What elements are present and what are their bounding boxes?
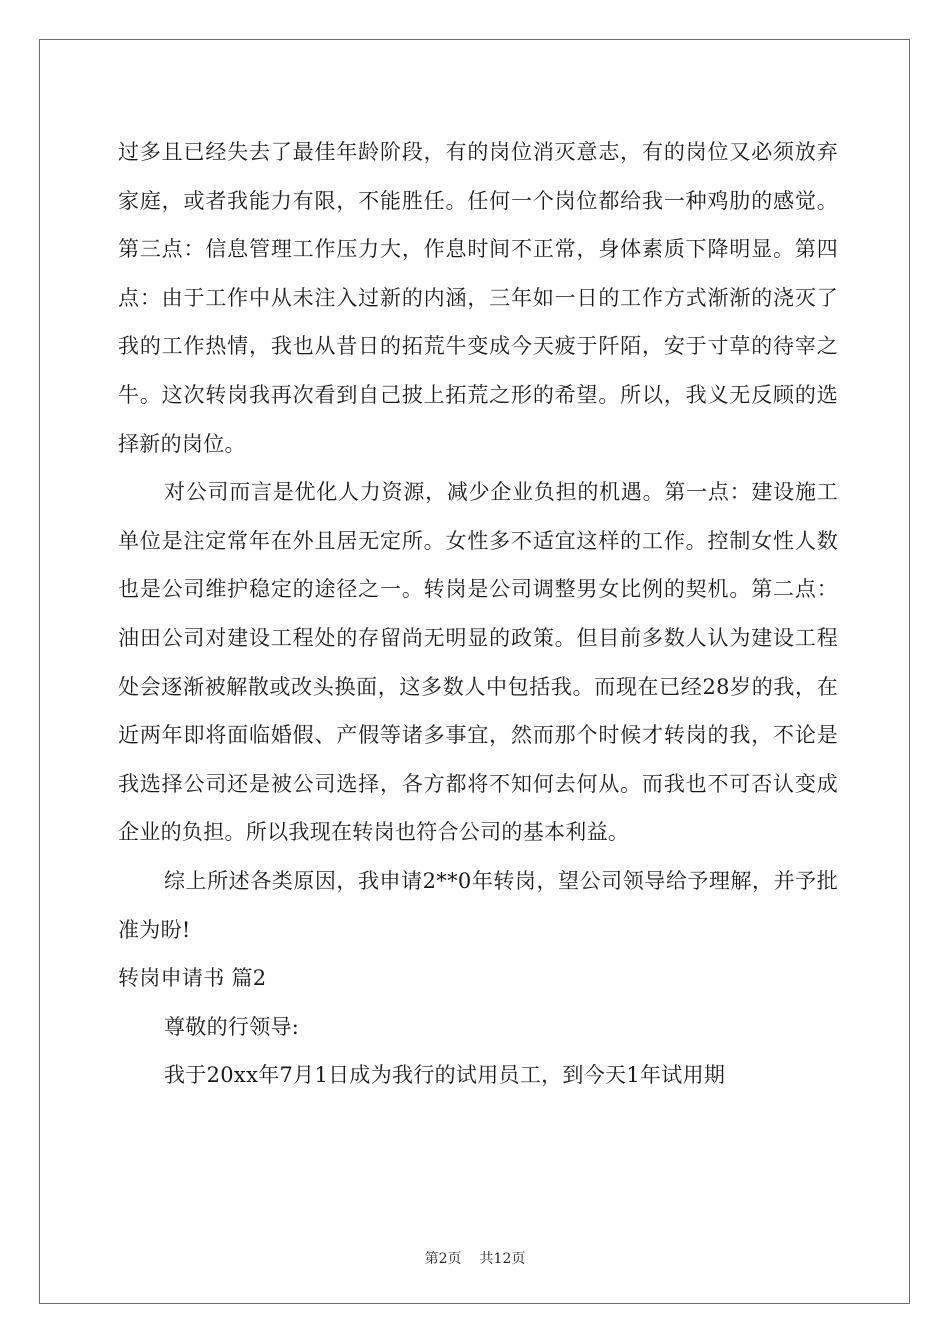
paragraph-4: 我于20xx年7月1日成为我行的试用员工，到今天1年试用期 bbox=[164, 1063, 726, 1088]
page-total: 共12页 bbox=[479, 1251, 526, 1267]
section-heading: 转岗申请书 篇2 bbox=[118, 966, 267, 991]
paragraph-1: 过多且已经失去了最佳年龄阶段，有的岗位消灭意志，有的岗位又必须放弃家庭，或者我能力有限，不能胜任。任何一个岗位都给我一种鸡肋的感觉。第三点：信息管理工作压力大，作息时间不正常，身体素质下降明显。第四点：由于工作中从未注入过新的内涵，三年如一日的工作方式渐渐的浇灭了我的工作热情，我也从昔日的拓荒牛变成今天疲于阡陌，安于寸草的待宰之牛。这次转岗我再次看到自己披上拓荒之形的希望。所以，我义无反顾的选择新的岗位。 bbox=[118, 140, 838, 456]
page-number: 第2页 bbox=[424, 1251, 462, 1267]
document-body bbox=[118, 128, 838, 1100]
paragraph-2: 对公司而言是优化人力资源，减少企业负担的机遇。第一点：建设施工单位是注定常年在外且居无定所。女性多不适宜这样的工作。控制女性人数也是公司维护稳定的途径之一。转岗是公司调整男女比例的契机。第二点：油田公司对建设工程处的存留尚无明显的政策。但目前多数人认为建设工程处会逐渐被解散或改头换面，这多数人中包括我。而现在已经28岁的我，在近两年即将面临婚假、产假等诸多事宜，然而那个时候才转岗的我，不论是我选择公司还是被公司选择，各方都将不知何去何从。而我也不可否认变成企业的负担。所以我现在转岗也符合公司的基本利益。 bbox=[118, 480, 838, 845]
salutation: 尊敬的行领导: bbox=[164, 1014, 300, 1039]
page-footer bbox=[0, 1248, 950, 1268]
paragraph-3: 综上所述各类原因，我申请2**0年转岗，望公司领导给予理解，并予批准为盼! bbox=[118, 868, 838, 942]
